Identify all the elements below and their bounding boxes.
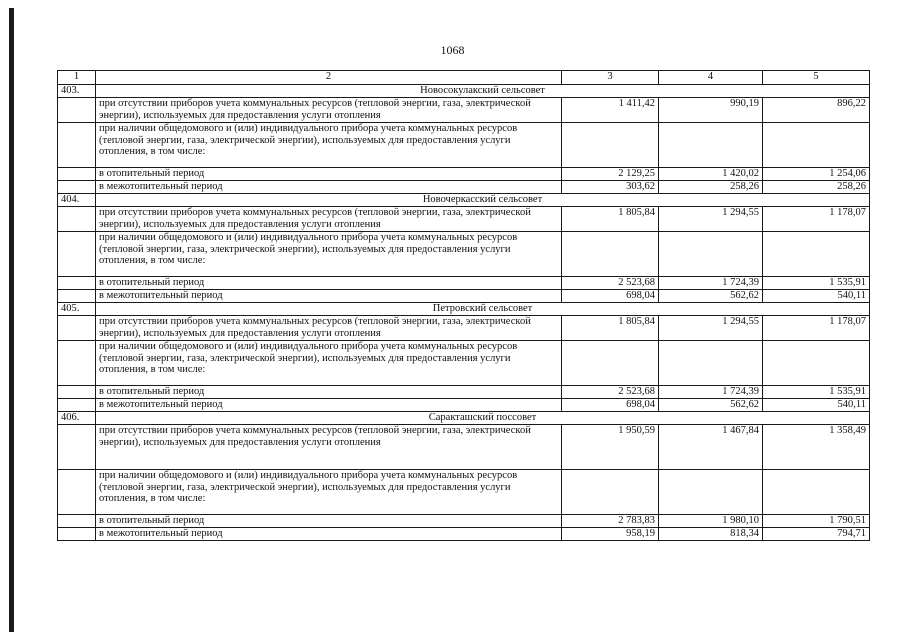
- table-row: [58, 341, 870, 386]
- value-col-4: 258,26: [659, 181, 763, 194]
- value-col-4: 1 980,10: [659, 515, 763, 528]
- row-description: в межотопительный период: [96, 528, 562, 541]
- value-col-3: 2 129,25: [562, 168, 659, 181]
- value-col-4: 1 294,55: [659, 207, 763, 232]
- row-description: при наличии общедомового и (или) индивидуального прибора учета коммунальных ресурсов (тепловой энергии, газа, электрической энергии), используемых для предоставления услуги отопления, в том числе:: [96, 470, 562, 515]
- row-index-cell: [58, 515, 96, 528]
- value-col-3: 2 523,68: [562, 386, 659, 399]
- table-row: [58, 168, 870, 181]
- value-col-3: 1 805,84: [562, 207, 659, 232]
- value-col-4: [659, 341, 763, 386]
- value-col-5: 1 178,07: [763, 207, 870, 232]
- row-index-cell: [58, 232, 96, 277]
- value-col-5: 794,71: [763, 528, 870, 541]
- value-col-5: 1 178,07: [763, 316, 870, 341]
- table-row: [58, 290, 870, 303]
- table-row: [58, 123, 870, 168]
- value-col-5: [763, 470, 870, 515]
- table-row: [58, 207, 870, 232]
- value-col-3: 698,04: [562, 399, 659, 412]
- column-header-5: 5: [763, 71, 870, 85]
- group-title: Новочеркасский сельсовет: [96, 194, 870, 207]
- group-title: Петровский сельсовет: [96, 303, 870, 316]
- row-description: в отопительный период: [96, 515, 562, 528]
- value-col-5: 1 254,06: [763, 168, 870, 181]
- value-col-3: 958,19: [562, 528, 659, 541]
- value-col-4: 1 467,84: [659, 425, 763, 470]
- value-col-5: 896,22: [763, 98, 870, 123]
- group-row: [58, 85, 870, 98]
- column-number-header-row: [58, 71, 870, 85]
- value-col-5: 1 535,91: [763, 277, 870, 290]
- table-row: [58, 470, 870, 515]
- value-col-4: 562,62: [659, 290, 763, 303]
- row-index-cell: [58, 123, 96, 168]
- table-row: [58, 515, 870, 528]
- value-col-5: 1 790,51: [763, 515, 870, 528]
- table-row: [58, 232, 870, 277]
- row-description: в межотопительный период: [96, 290, 562, 303]
- group-index: 406.: [58, 412, 96, 425]
- table-row: [58, 399, 870, 412]
- table-row: [58, 386, 870, 399]
- row-description: при отсутствии приборов учета коммунальных ресурсов (тепловой энергии, газа, электрической энергии), используемых для предоставления услуги отопления: [96, 98, 562, 123]
- group-row: [58, 303, 870, 316]
- table-row: [58, 98, 870, 123]
- page-number: 1068: [440, 43, 465, 57]
- value-col-3: 2 523,68: [562, 277, 659, 290]
- row-description: при отсутствии приборов учета коммунальных ресурсов (тепловой энергии, газа, электрической энергии), используемых для предоставления услуги отопления: [96, 207, 562, 232]
- table-row: [58, 425, 870, 470]
- value-col-5: 540,11: [763, 290, 870, 303]
- value-col-5: [763, 123, 870, 168]
- group-index: 405.: [58, 303, 96, 316]
- row-index-cell: [58, 470, 96, 515]
- value-col-4: 1 724,39: [659, 386, 763, 399]
- value-col-3: [562, 232, 659, 277]
- value-col-4: [659, 470, 763, 515]
- row-description: в межотопительный период: [96, 181, 562, 194]
- group-row: [58, 194, 870, 207]
- group-title: Новосокулакский сельсовет: [96, 85, 870, 98]
- value-col-3: 2 783,83: [562, 515, 659, 528]
- row-index-cell: [58, 207, 96, 232]
- row-index-cell: [58, 399, 96, 412]
- row-index-cell: [58, 290, 96, 303]
- group-title: Саракташский поссовет: [96, 412, 870, 425]
- row-description: при отсутствии приборов учета коммунальных ресурсов (тепловой энергии, газа, электрической энергии), используемых для предоставления услуги отопления: [96, 425, 562, 470]
- row-index-cell: [58, 316, 96, 341]
- row-index-cell: [58, 425, 96, 470]
- value-col-5: 258,26: [763, 181, 870, 194]
- row-index-cell: [58, 386, 96, 399]
- row-description: в отопительный период: [96, 168, 562, 181]
- row-index-cell: [58, 168, 96, 181]
- row-index-cell: [58, 528, 96, 541]
- value-col-3: 698,04: [562, 290, 659, 303]
- row-index-cell: [58, 98, 96, 123]
- value-col-3: 1 411,42: [562, 98, 659, 123]
- table-row: [58, 528, 870, 541]
- row-description: при наличии общедомового и (или) индивидуального прибора учета коммунальных ресурсов (тепловой энергии, газа, электрической энергии), используемых для предоставления услуги отопления, в том числе:: [96, 123, 562, 168]
- row-description: при наличии общедомового и (или) индивидуального прибора учета коммунальных ресурсов (тепловой энергии, газа, электрической энергии), используемых для предоставления услуги отопления, в том числе:: [96, 341, 562, 386]
- value-col-4: 1 724,39: [659, 277, 763, 290]
- value-col-4: [659, 232, 763, 277]
- column-header-3: 3: [562, 71, 659, 85]
- value-col-5: [763, 232, 870, 277]
- value-col-3: 1 950,59: [562, 425, 659, 470]
- column-header-1: 1: [58, 71, 96, 85]
- value-col-3: [562, 470, 659, 515]
- value-col-4: 1 294,55: [659, 316, 763, 341]
- group-row: [58, 412, 870, 425]
- value-col-5: 1 535,91: [763, 386, 870, 399]
- row-index-cell: [58, 277, 96, 290]
- value-col-5: 540,11: [763, 399, 870, 412]
- value-col-3: [562, 341, 659, 386]
- value-col-5: 1 358,49: [763, 425, 870, 470]
- value-col-4: 818,34: [659, 528, 763, 541]
- row-description: при наличии общедомового и (или) индивидуального прибора учета коммунальных ресурсов (тепловой энергии, газа, электрической энергии), используемых для предоставления услуги отопления, в том числе:: [96, 232, 562, 277]
- row-description: в отопительный период: [96, 386, 562, 399]
- value-col-4: [659, 123, 763, 168]
- value-col-4: 990,19: [659, 98, 763, 123]
- row-index-cell: [58, 341, 96, 386]
- value-col-3: 1 805,84: [562, 316, 659, 341]
- column-header-2: 2: [96, 71, 562, 85]
- row-description: при отсутствии приборов учета коммунальных ресурсов (тепловой энергии, газа, электрической энергии), используемых для предоставления услуги отопления: [96, 316, 562, 341]
- value-col-5: [763, 341, 870, 386]
- table-row: [58, 316, 870, 341]
- value-col-3: 303,62: [562, 181, 659, 194]
- row-index-cell: [58, 181, 96, 194]
- value-col-4: 1 420,02: [659, 168, 763, 181]
- row-description: в отопительный период: [96, 277, 562, 290]
- scan-edge-bar: [9, 8, 14, 632]
- value-col-3: [562, 123, 659, 168]
- column-header-4: 4: [659, 71, 763, 85]
- tariff-table: [57, 70, 870, 541]
- group-index: 404.: [58, 194, 96, 207]
- value-col-4: 562,62: [659, 399, 763, 412]
- table-row: [58, 181, 870, 194]
- table-row: [58, 277, 870, 290]
- row-description: в межотопительный период: [96, 399, 562, 412]
- group-index: 403.: [58, 85, 96, 98]
